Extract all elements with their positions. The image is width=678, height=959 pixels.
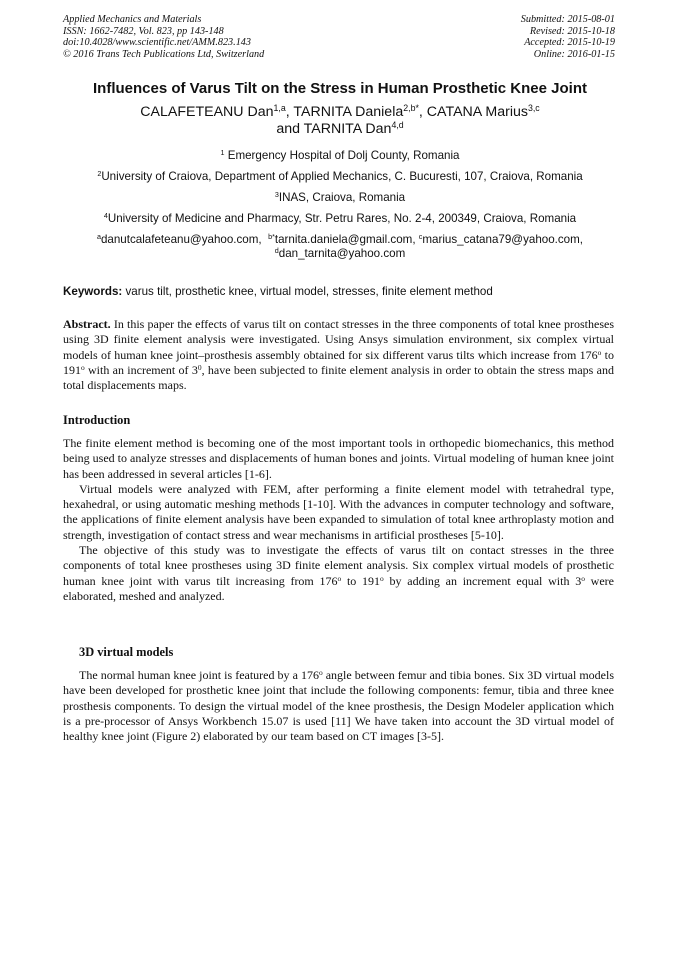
degree-sup: o bbox=[318, 667, 323, 677]
paper-title: Influences of Varus Tilt on the Stress in Human Prosthetic Knee Joint bbox=[93, 80, 587, 97]
author-emails bbox=[60, 233, 620, 261]
keywords bbox=[63, 285, 623, 298]
affiliation-num: 3 bbox=[274, 190, 279, 200]
affiliation-text: INAS, Craiova, Romania bbox=[278, 191, 406, 204]
header-right bbox=[521, 14, 615, 60]
author-sup: 4,d bbox=[391, 120, 404, 131]
keywords-text: varus tilt, prosthetic knee, virtual model, stresses, finite element method bbox=[122, 285, 493, 298]
abstract-text: In this paper the effects of varus tilt on contact stresses in the three components of total knee prostheses using 3D finite element analysis were investigated. Using Ansys simulation environment, six complex virtual models of human knee joint–prosthesis assembly obtained for six different varus tilts which increase from 176 bbox=[63, 317, 614, 362]
abstract-text: to 191 bbox=[63, 347, 615, 377]
issn-line: ISSN: 1662-7482, Vol. 823, pp 143-148 bbox=[63, 25, 224, 37]
doi-line: doi:10.4028/www.scientific.net/AMM.823.143 bbox=[63, 37, 251, 49]
models-body bbox=[63, 668, 614, 744]
models-text: angle between femur and tibia bones. Six 3D virtual models have been developed for prosthetic knee joint that include the following components: femur, tibia and three knee prosthesis components. To design the virtual model of the knee prosthesis, the Design Modeler application which is a pre-processor of Ansys Workbench 15.07 is used [11] We have taken into account the 3D virtual model of healthy knee joint (Figure 2) elaborated by our team based on CT images [3-5]. bbox=[63, 668, 614, 744]
email-d: dan_tarnita@yahoo.com bbox=[278, 247, 406, 260]
copyright-line: © 2016 Trans Tech Publications Ltd, Switzerland bbox=[63, 48, 265, 60]
email-a: danutcalafeteanu@yahoo.com, bbox=[100, 233, 262, 246]
online-date: Online: 2016-01-15 bbox=[533, 48, 615, 60]
affiliation-3 bbox=[40, 191, 640, 204]
abstract-label: Abstract. bbox=[63, 317, 111, 331]
degree-sup: o bbox=[81, 362, 85, 372]
affiliation-text: Emergency Hospital of Dolj County, Romania bbox=[224, 149, 460, 162]
email-sup: a bbox=[96, 232, 101, 242]
degree-sup: o bbox=[597, 347, 602, 357]
author-name: CALAFETEANU Dan bbox=[140, 104, 274, 120]
intro-text: were elaborated, meshed and analyzed. bbox=[63, 573, 614, 603]
degree-sup: o bbox=[380, 573, 384, 583]
author-list bbox=[60, 104, 620, 138]
models-heading: 3D virtual models bbox=[79, 645, 174, 659]
abstract-text: with an increment of 3 bbox=[84, 362, 198, 377]
affiliation-num: 1 bbox=[220, 148, 225, 158]
email-sup: c bbox=[418, 232, 423, 242]
abstract-text: , have been subjected to finite element analysis in order to obtain the stress maps and total displacements maps. bbox=[63, 362, 614, 393]
introduction-body bbox=[63, 436, 614, 604]
email-b: tarnita.daniela@gmail.com, bbox=[274, 233, 419, 246]
author-separator: , bbox=[418, 104, 427, 120]
submitted-date: Submitted: 2015-08-01 bbox=[520, 14, 615, 25]
author-name: TARNITA Dan bbox=[303, 121, 392, 137]
keywords-label: Keywords: bbox=[63, 285, 123, 298]
affiliation-4 bbox=[40, 212, 640, 225]
intro-text: The objective of this study was to investigate the effects of varus tilt on contact stresses in the three components of total knee prostheses using 3D finite element analysis. Six complex virtual models of prosthetic human knee joint with varus tilt increasing from 176 bbox=[63, 543, 614, 588]
revised-date: Revised: 2015-10-18 bbox=[529, 25, 615, 37]
introduction-heading: Introduction bbox=[63, 413, 131, 427]
intro-paragraph-2: Virtual models were analyzed with FEM, after performing a finite element model with tetrahedral type, hexahedral, or using automatic meshing methods [1-10]. With the advances in computer technology and software, the applications of finite element analysis have been expanded to simulation of total knee arthroplasty motion and strength, investigation of contact stress and wear mechanisms in artificial prostheses [5-10]. bbox=[63, 481, 614, 542]
author-name: TARNITA Daniela bbox=[293, 104, 404, 120]
intro-text: by adding an increment equal with 3 bbox=[383, 573, 582, 588]
degree-sup: o bbox=[581, 573, 585, 583]
affiliation-1 bbox=[40, 149, 640, 162]
author-separator: and bbox=[276, 121, 304, 137]
affiliation-text: University of Craiova, Department of Applied Mechanics, C. Bucuresti, 107, Craiova, Romania bbox=[101, 170, 583, 183]
author-separator: , bbox=[285, 104, 294, 120]
accepted-date: Accepted: 2015-10-19 bbox=[524, 37, 615, 49]
email-c: marius_catana79@yahoo.com, bbox=[422, 233, 584, 246]
email-sup: b* bbox=[268, 232, 275, 242]
degree-sup: 0 bbox=[197, 362, 202, 372]
abstract bbox=[63, 317, 614, 393]
models-paragraph-1 bbox=[63, 668, 614, 744]
affiliation-2 bbox=[40, 170, 640, 183]
author-sup: 2,b* bbox=[403, 103, 419, 114]
degree-sup: o bbox=[337, 573, 342, 583]
author-name: CATANA Marius bbox=[426, 104, 528, 120]
models-text: The normal human knee joint is featured by a 176 bbox=[79, 668, 319, 682]
intro-text: to 191 bbox=[341, 573, 381, 588]
affiliation-text: University of Medicine and Pharmacy, Str. Petru Rares, No. 2-4, 200349, Craiova, Romania bbox=[107, 212, 577, 225]
journal-name: Applied Mechanics and Materials bbox=[63, 14, 202, 25]
intro-paragraph-1: The finite element method is becoming one of the most important tools in orthopedic biomechanics, this method being used to analyze stresses and displacements of human bones and joints. Virtual modeling of human knee joint has been addressed in several articles [1-6]. bbox=[63, 436, 614, 481]
intro-paragraph-3 bbox=[63, 543, 614, 604]
author-sup: 3,c bbox=[527, 103, 540, 114]
header-left bbox=[63, 14, 264, 60]
affiliation-num: 2 bbox=[97, 169, 102, 179]
author-sup: 1,a bbox=[273, 103, 286, 114]
email-sup: d bbox=[274, 246, 279, 256]
affiliation-num: 4 bbox=[103, 211, 108, 221]
